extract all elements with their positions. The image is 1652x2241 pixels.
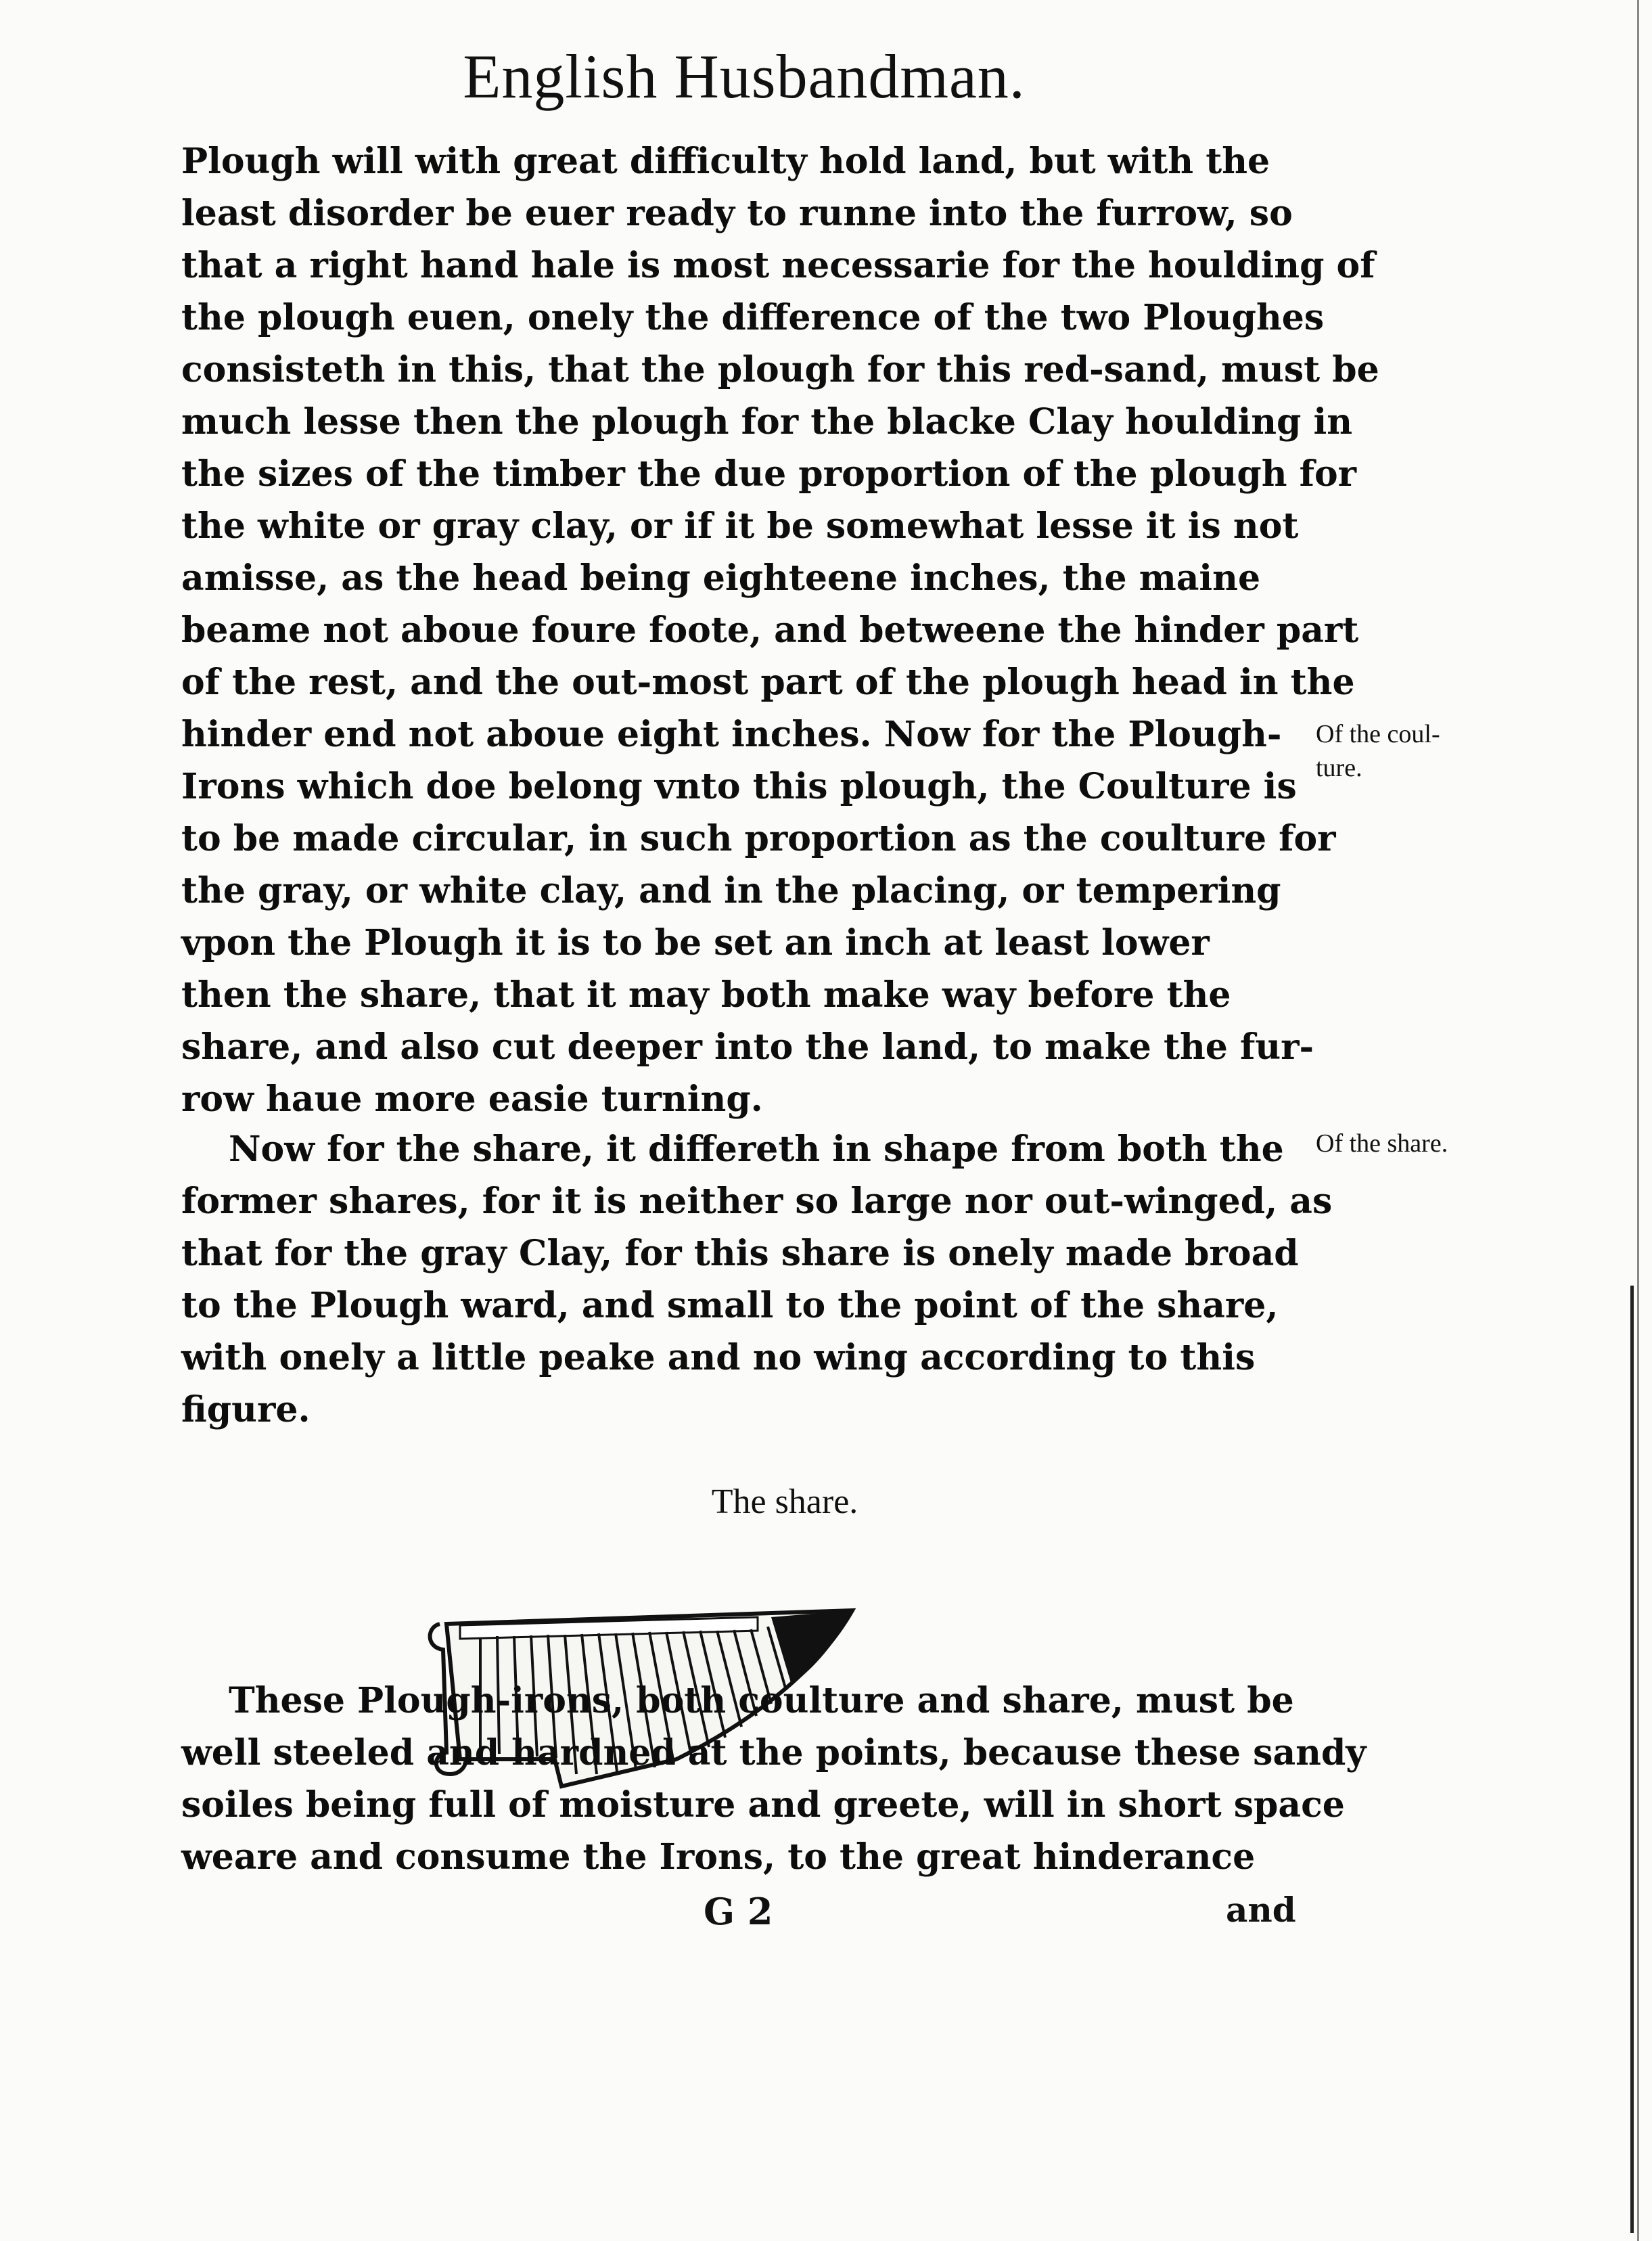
text-line: the white or gray clay, or if it be somewhat lesse it is not bbox=[181, 505, 1299, 547]
text-line: vpon the Plough it is to be set an inch at least lower bbox=[181, 922, 1210, 964]
margin-note-share: Of the share. bbox=[1316, 1129, 1448, 1158]
text-line: well steeled and hardned at the points, because these sandy bbox=[181, 1732, 1367, 1773]
text-line: that a right hand hale is most necessarie for the houlding of bbox=[181, 245, 1375, 286]
text-line: former shares, for it is neither so large nor out-winged, as bbox=[181, 1181, 1333, 1222]
text-line: least disorder be euer ready to runne into the furrow, so bbox=[181, 193, 1293, 234]
text-line: weare and consume the Irons, to the great hinderance bbox=[181, 1836, 1256, 1878]
catchword: and bbox=[1226, 1890, 1296, 1930]
text-line: row haue more easie turning. bbox=[181, 1079, 763, 1120]
margin-note-coulture bbox=[1316, 717, 1440, 785]
text-line: amisse, as the head being eighteene inches, the maine bbox=[181, 558, 1261, 599]
margin-note-line: ture. bbox=[1316, 754, 1362, 782]
text-line: beame not aboue foure foote, and betweene the hinder part bbox=[181, 610, 1359, 651]
text-line: the sizes of the timber the due proportion of the plough for bbox=[181, 453, 1357, 495]
text-line: Now for the share, it differeth in shape from both the bbox=[229, 1129, 1284, 1170]
text-line: much lesse then the plough for the blacke Clay houlding in bbox=[181, 401, 1353, 443]
margin-note-line: Of the coul- bbox=[1316, 720, 1440, 748]
text-line: of the rest, and the out-most part of the plough head in the bbox=[181, 662, 1355, 703]
signature-mark: G 2 bbox=[704, 1890, 773, 1933]
gutter-edge-line bbox=[1637, 0, 1639, 2241]
text-line: soiles being full of moisture and greete, will in short space bbox=[181, 1784, 1345, 1826]
paragraph-3 bbox=[181, 1675, 1367, 1883]
text-line: These Plough-irons, both coulture and share, must be bbox=[229, 1680, 1294, 1721]
figure-caption: The share. bbox=[711, 1482, 858, 1521]
text-line: then the share, that it may both make way before the bbox=[181, 974, 1231, 1016]
text-line: consisteth in this, that the plough for this red-sand, must be bbox=[181, 349, 1379, 390]
text-line: Plough will with great difficulty hold land, but with the bbox=[181, 141, 1270, 182]
text-line: figure. bbox=[181, 1389, 311, 1430]
paragraph-2 bbox=[181, 1123, 1333, 1436]
text-line: share, and also cut deeper into the land, to make the fur- bbox=[181, 1026, 1314, 1068]
gutter-edge-line bbox=[1630, 1286, 1634, 2233]
text-line: with onely a little peake and no wing according to this bbox=[181, 1337, 1256, 1378]
text-line: the plough euen, onely the difference of the two Ploughes bbox=[181, 297, 1325, 338]
text-line: that for the gray Clay, for this share is onely made broad bbox=[181, 1233, 1299, 1274]
text-line: to the Plough ward, and small to the point of the share, bbox=[181, 1285, 1279, 1326]
text-line: hinder end not aboue eight inches. Now for the Plough- bbox=[181, 714, 1282, 755]
text-line: the gray, or white clay, and in the placing, or tempering bbox=[181, 870, 1281, 911]
running-head: English Husbandman. bbox=[463, 42, 1026, 111]
text-line: to be made circular, in such proportion as the coulture for bbox=[181, 818, 1336, 859]
text-line: Irons which doe belong vnto this plough, the Coulture is bbox=[181, 766, 1297, 807]
